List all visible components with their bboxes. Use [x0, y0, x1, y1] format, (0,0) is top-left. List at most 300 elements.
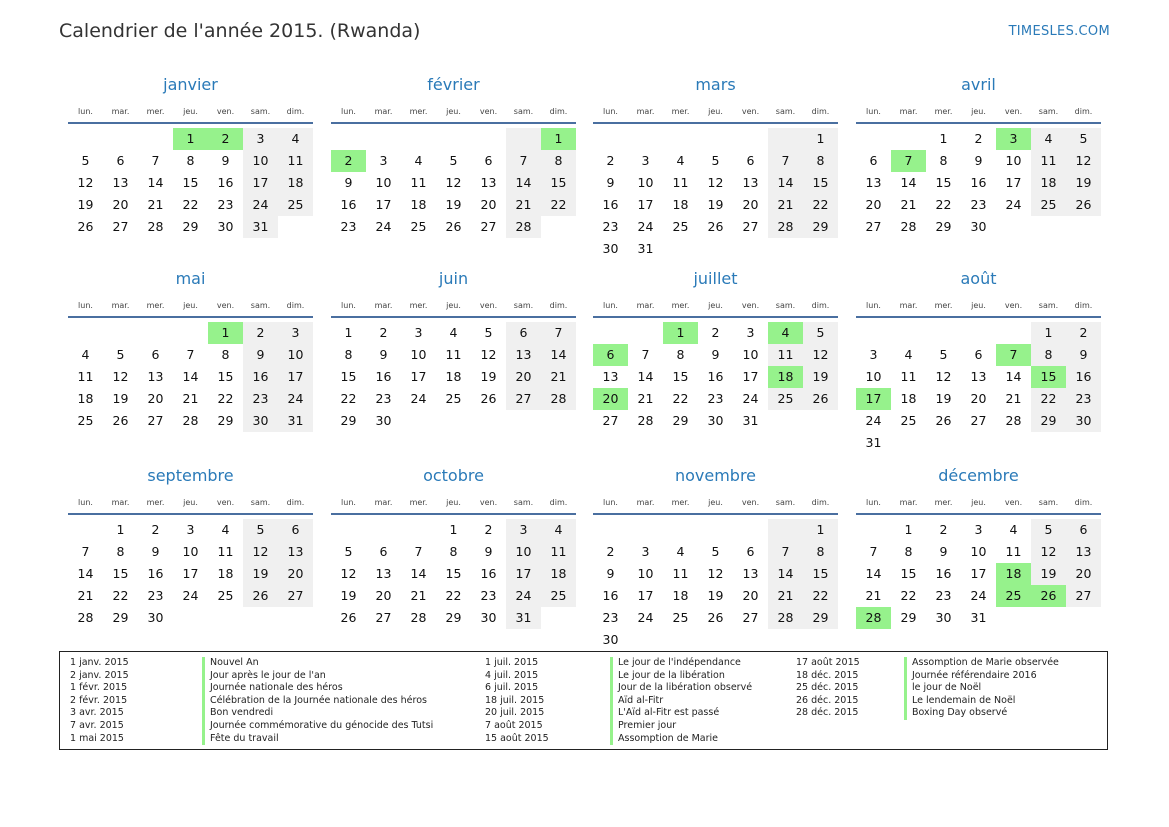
day-cell: 13	[278, 541, 313, 563]
day-cell: 31	[637, 241, 654, 256]
weekday-label: mar.	[636, 301, 655, 310]
day-cell: 25	[672, 219, 689, 234]
empty-day-cell	[733, 519, 768, 541]
month-4	[856, 75, 1101, 238]
day-cell: 22	[1031, 388, 1066, 410]
month-name: juin	[438, 269, 469, 288]
weekday-label: ven.	[216, 107, 235, 116]
day-cell: 24	[182, 588, 199, 603]
day-cell: 25	[1031, 194, 1066, 216]
weekday-label: ven.	[741, 498, 760, 507]
day-cell: 24	[506, 585, 541, 607]
day-cell: 7	[996, 344, 1031, 366]
day-cell: 14	[768, 172, 803, 194]
day-cell: 13	[970, 369, 987, 384]
day-cell: 10	[865, 369, 882, 384]
day-cell: 6	[869, 153, 878, 168]
day-cell: 12	[77, 175, 94, 190]
day-cell: 20	[506, 366, 541, 388]
day-cell: 28	[768, 216, 803, 238]
weekday-header	[68, 298, 313, 318]
day-cell: 8	[344, 347, 353, 362]
day-cell: 14	[77, 566, 94, 581]
day-cell: 26	[340, 610, 357, 625]
weekday-label: dim.	[1074, 498, 1093, 507]
weekday-label: mar.	[111, 498, 130, 507]
day-cell: 1	[344, 325, 353, 340]
day-cell: 20	[742, 588, 759, 603]
day-cell: 27	[506, 388, 541, 410]
day-cell: 24	[742, 391, 759, 406]
day-cell: 9	[974, 153, 983, 168]
day-cell: 28	[77, 610, 94, 625]
site-link[interactable]: TIMESLES.COM	[1008, 24, 1110, 39]
weekday-label: ven.	[1004, 107, 1023, 116]
day-cell: 20	[278, 563, 313, 585]
day-cell: 28	[1005, 413, 1022, 428]
legend-date: 18 déc. 2015	[796, 669, 859, 681]
day-cell: 14	[182, 369, 199, 384]
day-cell: 24	[865, 413, 882, 428]
day-cell: 6	[151, 347, 160, 362]
weekday-label: dim.	[549, 498, 568, 507]
month-name: octobre	[423, 466, 484, 485]
day-cell: 11	[278, 150, 313, 172]
day-cell: 27	[970, 413, 987, 428]
weekday-label: sam.	[250, 107, 271, 116]
day-cell: 15	[112, 566, 129, 581]
day-cell: 27	[278, 585, 313, 607]
day-cell: 25	[672, 610, 689, 625]
day-cell: 13	[112, 175, 129, 190]
day-cell: 20	[742, 197, 759, 212]
day-cell: 15	[217, 369, 234, 384]
day-cell: 19	[707, 588, 724, 603]
day-cell: 19	[480, 369, 497, 384]
weekday-label: sam.	[775, 498, 796, 507]
day-cell: 10	[637, 175, 654, 190]
day-cell: 19	[1031, 563, 1066, 585]
day-cell: 27	[480, 219, 497, 234]
day-cell: 10	[742, 347, 759, 362]
month-name: août	[960, 269, 997, 288]
weekday-label: ven.	[216, 498, 235, 507]
weekday-label: mar.	[374, 107, 393, 116]
month-name: novembre	[674, 466, 757, 485]
day-grid	[68, 128, 313, 238]
day-cell: 15	[935, 175, 952, 190]
day-cell: 20	[147, 391, 164, 406]
day-cell: 27	[742, 219, 759, 234]
empty-day-cell	[593, 322, 628, 344]
day-cell: 9	[939, 544, 948, 559]
day-cell: 5	[344, 544, 353, 559]
weekday-label: lun.	[866, 498, 881, 507]
day-cell: 26	[1066, 194, 1101, 216]
empty-day-cell	[68, 322, 103, 344]
month-5	[68, 269, 313, 432]
day-cell: 2	[331, 150, 366, 172]
weekday-label: sam.	[250, 301, 271, 310]
empty-day-cell	[331, 519, 366, 541]
legend-holiday-name: Journée commémorative du génocide des Tutsi	[202, 720, 433, 733]
day-cell: 11	[768, 344, 803, 366]
day-cell: 1	[803, 519, 838, 541]
day-cell: 31	[243, 216, 278, 238]
day-cell: 8	[803, 541, 838, 563]
legend-date: 20 juil. 2015	[485, 707, 545, 719]
day-cell: 17	[278, 366, 313, 388]
day-cell: 8	[186, 153, 195, 168]
day-grid	[593, 128, 838, 260]
weekday-label: mer.	[146, 107, 165, 116]
empty-day-cell	[961, 322, 996, 344]
weekday-label: dim.	[549, 107, 568, 116]
legend-date: 28 déc. 2015	[796, 707, 859, 719]
day-cell: 16	[602, 588, 619, 603]
day-cell: 14	[865, 566, 882, 581]
weekday-label: dim.	[811, 107, 830, 116]
day-cell: 7	[506, 150, 541, 172]
empty-day-cell	[593, 519, 628, 541]
empty-day-cell	[138, 322, 173, 344]
day-cell: 26	[445, 219, 462, 234]
day-cell: 31	[970, 610, 987, 625]
legend-holiday-name: Bon vendredi	[202, 707, 273, 720]
day-cell: 14	[637, 369, 654, 384]
legend-date: 7 août 2015	[485, 719, 543, 731]
day-cell: 10	[375, 175, 392, 190]
day-cell: 25	[410, 219, 427, 234]
legend-date: 1 févr. 2015	[70, 682, 128, 694]
weekday-label: dim.	[811, 498, 830, 507]
day-cell: 7	[641, 347, 650, 362]
day-cell: 3	[243, 128, 278, 150]
day-cell: 11	[410, 175, 427, 190]
day-cell: 10	[970, 544, 987, 559]
day-cell: 6	[593, 344, 628, 366]
day-cell: 8	[803, 150, 838, 172]
day-cell: 27	[865, 219, 882, 234]
day-cell: 14	[410, 566, 427, 581]
day-cell: 26	[77, 219, 94, 234]
day-cell: 10	[637, 566, 654, 581]
day-cell: 28	[506, 216, 541, 238]
day-cell: 21	[506, 194, 541, 216]
day-cell: 16	[243, 366, 278, 388]
empty-day-cell	[436, 128, 471, 150]
legend-holiday-name: Journée nationale des héros	[202, 682, 343, 695]
day-cell: 29	[112, 610, 129, 625]
weekday-label: ven.	[1004, 301, 1023, 310]
day-cell: 9	[344, 175, 353, 190]
day-cell: 11	[445, 347, 462, 362]
empty-day-cell	[68, 519, 103, 541]
day-cell: 11	[672, 566, 689, 581]
day-cell: 20	[375, 588, 392, 603]
weekday-label: mer.	[146, 301, 165, 310]
day-cell: 25	[217, 588, 234, 603]
day-cell: 30	[602, 632, 619, 647]
weekday-label: mar.	[374, 301, 393, 310]
day-cell: 8	[116, 544, 125, 559]
empty-day-cell	[768, 128, 803, 150]
weekday-label: dim.	[286, 301, 305, 310]
day-grid	[593, 322, 838, 432]
day-cell: 18	[996, 563, 1031, 585]
empty-day-cell	[401, 519, 436, 541]
weekday-header	[856, 104, 1101, 124]
empty-day-cell	[698, 519, 733, 541]
day-cell: 27	[375, 610, 392, 625]
day-cell: 30	[1066, 410, 1101, 432]
day-cell: 30	[147, 610, 164, 625]
weekday-label: lun.	[603, 498, 618, 507]
day-cell: 12	[1066, 150, 1101, 172]
day-cell: 9	[1066, 344, 1101, 366]
legend-holiday-name: Jour de la libération observé	[610, 682, 752, 695]
day-cell: 15	[672, 369, 689, 384]
day-cell: 13	[147, 369, 164, 384]
day-cell: 30	[480, 610, 497, 625]
day-cell: 17	[637, 588, 654, 603]
legend-date: 2 janv. 2015	[70, 669, 129, 681]
empty-day-cell	[891, 128, 926, 150]
weekday-label: sam.	[775, 107, 796, 116]
day-cell: 10	[243, 150, 278, 172]
day-cell: 23	[375, 391, 392, 406]
weekday-label: dim.	[1074, 107, 1093, 116]
day-cell: 5	[81, 153, 90, 168]
day-cell: 30	[707, 413, 724, 428]
weekday-label: dim.	[286, 107, 305, 116]
day-cell: 18	[900, 391, 917, 406]
day-cell: 4	[676, 153, 685, 168]
month-name: décembre	[938, 466, 1019, 485]
day-cell: 19	[707, 197, 724, 212]
day-cell: 6	[1066, 519, 1101, 541]
empty-day-cell	[856, 519, 891, 541]
day-cell: 21	[865, 588, 882, 603]
weekday-label: lun.	[341, 107, 356, 116]
day-cell: 2	[379, 325, 388, 340]
day-grid	[856, 519, 1101, 629]
day-cell: 28	[410, 610, 427, 625]
day-cell: 26	[243, 585, 278, 607]
day-cell: 29	[900, 610, 917, 625]
day-grid	[68, 322, 313, 432]
day-cell: 28	[856, 607, 891, 629]
day-cell: 30	[602, 241, 619, 256]
day-cell: 9	[221, 153, 230, 168]
day-cell: 23	[243, 388, 278, 410]
day-cell: 3	[641, 544, 650, 559]
day-cell: 6	[746, 153, 755, 168]
legend-date: 1 juil. 2015	[485, 657, 539, 668]
day-cell: 21	[147, 197, 164, 212]
day-cell: 31	[506, 607, 541, 629]
day-cell: 26	[803, 388, 838, 410]
day-cell: 24	[637, 610, 654, 625]
weekday-label: sam.	[513, 498, 534, 507]
weekday-label: jeu.	[708, 498, 723, 507]
day-cell: 9	[484, 544, 493, 559]
empty-day-cell	[471, 128, 506, 150]
day-cell: 10	[278, 344, 313, 366]
legend-date: 7 avr. 2015	[70, 719, 124, 731]
day-cell: 5	[803, 322, 838, 344]
day-cell: 15	[445, 566, 462, 581]
day-cell: 23	[602, 610, 619, 625]
day-cell: 7	[81, 544, 90, 559]
day-cell: 1	[663, 322, 698, 344]
day-cell: 2	[606, 153, 615, 168]
day-cell: 13	[1066, 541, 1101, 563]
day-cell: 10	[182, 544, 199, 559]
day-cell: 21	[182, 391, 199, 406]
empty-day-cell	[663, 128, 698, 150]
weekday-label: mar.	[636, 107, 655, 116]
day-grid	[68, 519, 313, 629]
day-cell: 1	[803, 128, 838, 150]
day-cell: 7	[891, 150, 926, 172]
weekday-label: jeu.	[446, 498, 461, 507]
day-cell: 21	[768, 585, 803, 607]
day-cell: 6	[116, 153, 125, 168]
day-cell: 20	[970, 391, 987, 406]
weekday-label: ven.	[741, 301, 760, 310]
day-cell: 16	[375, 369, 392, 384]
month-1	[68, 75, 313, 238]
day-cell: 4	[221, 522, 230, 537]
day-cell: 3	[186, 522, 195, 537]
weekday-label: jeu.	[446, 301, 461, 310]
day-cell: 23	[935, 588, 952, 603]
day-cell: 29	[340, 413, 357, 428]
day-cell: 21	[541, 366, 576, 388]
day-cell: 20	[1066, 563, 1101, 585]
day-cell: 18	[672, 588, 689, 603]
day-cell: 16	[602, 197, 619, 212]
weekday-label: mer.	[146, 498, 165, 507]
holiday-legend	[59, 651, 1108, 750]
day-cell: 8	[904, 544, 913, 559]
empty-day-cell	[628, 128, 663, 150]
day-cell: 17	[243, 172, 278, 194]
day-grid	[331, 128, 576, 238]
day-cell: 29	[1031, 410, 1066, 432]
day-cell: 22	[803, 585, 838, 607]
day-grid	[593, 519, 838, 651]
day-cell: 6	[278, 519, 313, 541]
empty-day-cell	[698, 128, 733, 150]
weekday-label: jeu.	[708, 301, 723, 310]
weekday-label: mer.	[671, 107, 690, 116]
weekday-label: mer.	[934, 301, 953, 310]
weekday-label: dim.	[811, 301, 830, 310]
day-cell: 17	[970, 566, 987, 581]
legend-holiday-name: Jour après le jour de l'an	[202, 670, 326, 683]
empty-day-cell	[733, 128, 768, 150]
empty-day-cell	[891, 322, 926, 344]
month-2	[331, 75, 576, 238]
legend-date: 18 juil. 2015	[485, 694, 545, 706]
day-cell: 2	[974, 131, 983, 146]
day-cell: 22	[803, 194, 838, 216]
legend-date: 2 févr. 2015	[70, 694, 128, 706]
weekday-header	[593, 298, 838, 318]
legend-holiday-name: Fête du travail	[202, 733, 279, 746]
day-cell: 3	[379, 153, 388, 168]
day-cell: 18	[217, 566, 234, 581]
weekday-header	[856, 298, 1101, 318]
day-cell: 28	[637, 413, 654, 428]
legend-date: 1 janv. 2015	[70, 657, 129, 668]
legend-holiday-name: Premier jour	[610, 720, 676, 733]
day-cell: 19	[340, 588, 357, 603]
empty-day-cell	[506, 128, 541, 150]
legend-holiday-name: Assomption de Marie	[610, 733, 718, 746]
legend-holiday-name: Le jour de l'indépendance	[610, 657, 741, 670]
weekday-label: mar.	[899, 107, 918, 116]
day-cell: 12	[707, 566, 724, 581]
day-cell: 12	[480, 347, 497, 362]
day-cell: 23	[707, 391, 724, 406]
day-cell: 5	[711, 153, 720, 168]
weekday-label: jeu.	[971, 107, 986, 116]
day-cell: 22	[112, 588, 129, 603]
day-cell: 3	[278, 322, 313, 344]
month-name: avril	[961, 75, 996, 94]
day-cell: 27	[147, 413, 164, 428]
weekday-label: lun.	[78, 498, 93, 507]
day-cell: 11	[541, 541, 576, 563]
day-cell: 23	[340, 219, 357, 234]
day-cell: 8	[449, 544, 458, 559]
day-cell: 8	[221, 347, 230, 362]
legend-holiday-name: Le lendemain de Noël	[904, 695, 1015, 708]
day-cell: 4	[449, 325, 458, 340]
day-cell: 18	[768, 366, 803, 388]
weekday-label: ven.	[216, 301, 235, 310]
day-cell: 21	[1005, 391, 1022, 406]
day-cell: 22	[340, 391, 357, 406]
month-name: juillet	[693, 269, 738, 288]
day-cell: 4	[768, 322, 803, 344]
day-cell: 17	[375, 197, 392, 212]
day-cell: 24	[243, 194, 278, 216]
day-cell: 17	[410, 369, 427, 384]
day-cell: 31	[278, 410, 313, 432]
day-cell: 14	[506, 172, 541, 194]
day-cell: 11	[1031, 150, 1066, 172]
day-cell: 22	[935, 197, 952, 212]
day-cell: 20	[112, 197, 129, 212]
day-cell: 5	[711, 544, 720, 559]
day-cell: 25	[445, 391, 462, 406]
day-cell: 29	[217, 413, 234, 428]
day-cell: 12	[803, 344, 838, 366]
day-cell: 21	[768, 194, 803, 216]
day-cell: 15	[340, 369, 357, 384]
empty-day-cell	[103, 128, 138, 150]
month-12	[856, 466, 1101, 629]
day-cell: 18	[541, 563, 576, 585]
day-cell: 14	[541, 344, 576, 366]
weekday-header	[331, 104, 576, 124]
day-cell: 21	[900, 197, 917, 212]
day-cell: 30	[935, 610, 952, 625]
